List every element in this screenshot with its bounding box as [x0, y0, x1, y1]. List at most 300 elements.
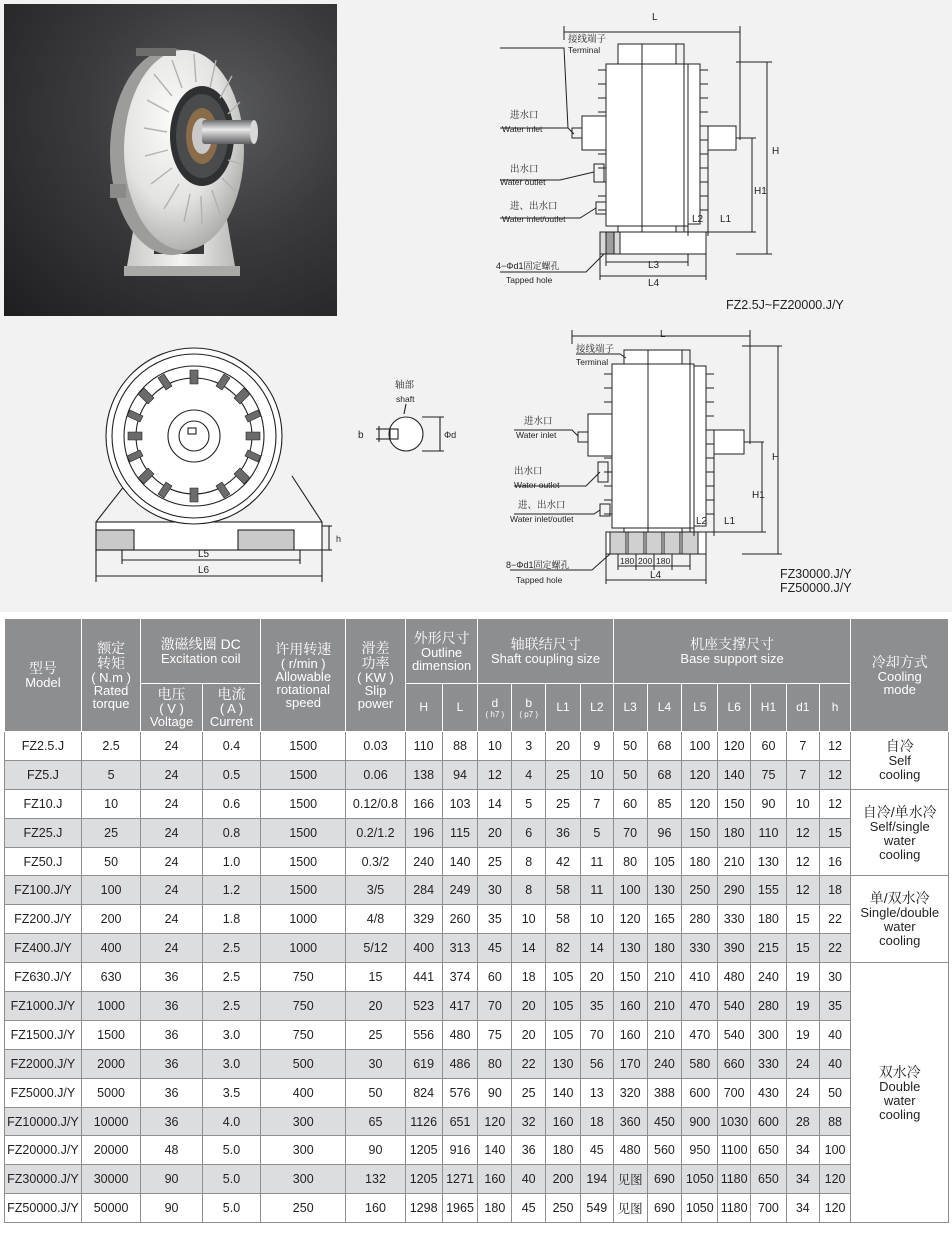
table-cell: 90: [141, 1194, 202, 1223]
table-cell: 1000: [261, 934, 346, 963]
table-cell: 630: [81, 963, 140, 992]
table-cell: 650: [751, 1136, 787, 1165]
table-cell: 10: [478, 732, 512, 761]
table-cell: 34: [786, 1136, 819, 1165]
header-outline-en: Outline dimension: [411, 644, 472, 673]
table-cell: 160: [478, 1165, 512, 1194]
header-sub-b-label: b: [525, 695, 533, 710]
header-speed-unit: ( r/min ): [280, 655, 326, 671]
model-cell: FZ2000.J/Y: [5, 1049, 82, 1078]
table-cell: 15: [819, 818, 851, 847]
table-cell: 2.5: [202, 963, 260, 992]
table-cell: 1050: [682, 1194, 718, 1223]
side-view-drawing-large-models: [480, 326, 948, 607]
table-cell: 155: [751, 876, 787, 905]
table-row: [5, 992, 949, 1021]
table-cell: 1271: [442, 1165, 478, 1194]
header-model-en: Model: [25, 675, 61, 690]
table-cell: 19: [786, 963, 819, 992]
table-cell: 36: [512, 1136, 546, 1165]
table-cell: 556: [405, 1020, 442, 1049]
table-cell: 320: [613, 1078, 647, 1107]
cooling-mode-en: cooling: [879, 1106, 921, 1122]
table-cell: 130: [613, 934, 647, 963]
table-cell: 58: [546, 905, 581, 934]
table-row: [5, 760, 949, 789]
header-outline: [405, 619, 478, 684]
dim-h1-label-b: H1: [752, 490, 765, 501]
header-slip: [346, 619, 405, 732]
table-cell: 105: [546, 1020, 581, 1049]
model-cell: FZ1000.J/Y: [5, 992, 82, 1021]
cooling-mode-cn: 单/双水冷: [869, 890, 930, 907]
table-cell: 11: [580, 847, 613, 876]
table-cell: 950: [682, 1136, 718, 1165]
table-cell: 1500: [261, 876, 346, 905]
table-cell: 1965: [442, 1194, 478, 1223]
table-cell: 50: [819, 1078, 851, 1107]
table-cell: 120: [613, 905, 647, 934]
table-cell: 486: [442, 1049, 478, 1078]
table-cell: 750: [261, 963, 346, 992]
table-cell: 160: [613, 992, 647, 1021]
table-cell: 1000: [81, 992, 140, 1021]
dim-l4-label-b: L4: [650, 570, 662, 581]
table-cell: 60: [478, 963, 512, 992]
dim-l-label-b: L: [660, 329, 666, 340]
water-inlet-en-label-b: Water inlet: [516, 430, 557, 440]
table-cell: 50000: [81, 1194, 140, 1223]
table-cell: 120: [682, 789, 718, 818]
table-cell: 20000: [81, 1136, 140, 1165]
table-cell: 90: [751, 789, 787, 818]
table-cell: 120: [718, 732, 751, 761]
header-shaft-en: Shaft coupling size: [491, 651, 601, 666]
table-cell: 18: [580, 1107, 613, 1136]
table-cell: 1.2: [202, 876, 260, 905]
table-cell: 250: [682, 876, 718, 905]
header-model-cn: 型号: [28, 660, 57, 676]
table-cell: 100: [81, 876, 140, 905]
header-torque: [81, 619, 140, 732]
table-cell: 700: [751, 1194, 787, 1223]
table-cell: 50: [81, 847, 140, 876]
header-sub-b-tolerance: ( p7 ): [519, 709, 538, 719]
terminal-cn-label-b: 接线端子: [576, 344, 615, 355]
table-cell: 1205: [405, 1165, 442, 1194]
table-cell: 240: [405, 847, 442, 876]
table-cell: 10: [512, 905, 546, 934]
table-cell: 576: [442, 1078, 478, 1107]
table-cell: 50: [346, 1078, 405, 1107]
table-cell: 0.3/2: [346, 847, 405, 876]
table-cell: 20: [478, 818, 512, 847]
table-cell: 1500: [261, 732, 346, 761]
front-view-drawing: [4, 326, 476, 607]
table-cell: 1500: [261, 818, 346, 847]
table-row: [5, 934, 949, 963]
table-cell: 1500: [261, 760, 346, 789]
table-cell: 12: [819, 789, 851, 818]
table-cell: 250: [261, 1194, 346, 1223]
spacing-label-2: 200: [638, 556, 653, 566]
table-cell: 85: [647, 789, 682, 818]
table-cell: 600: [682, 1078, 718, 1107]
table-cell: 300: [751, 1020, 787, 1049]
dim-l5-label: L5: [198, 549, 210, 560]
header-current-cn: 电流: [217, 686, 246, 702]
table-cell: 24: [141, 876, 202, 905]
table-cell: 138: [405, 760, 442, 789]
terminal-en-label: Terminal: [568, 45, 601, 55]
table-cell: 441: [405, 963, 442, 992]
header-outline-cn: 外形尺寸: [413, 629, 470, 646]
table-cell: 94: [442, 760, 478, 789]
table-cell: 3.0: [202, 1049, 260, 1078]
table-cell: 150: [613, 963, 647, 992]
cooling-mode-cell: [851, 876, 949, 963]
table-cell: 40: [512, 1165, 546, 1194]
table-cell: 65: [346, 1107, 405, 1136]
header-cooling-en: Cooling mode: [877, 668, 922, 697]
table-cell: 90: [346, 1136, 405, 1165]
table-cell: 300: [261, 1136, 346, 1165]
table-cell: 580: [682, 1049, 718, 1078]
water-outlet-cn-label-b: 出水口: [514, 466, 543, 477]
table-cell: 1180: [718, 1165, 751, 1194]
table-cell: 3.0: [202, 1020, 260, 1049]
dim-l6-label: L6: [198, 565, 210, 576]
header-sub-d1: d1: [786, 684, 819, 732]
table-cell: 12: [786, 876, 819, 905]
header-current-en: Current: [209, 714, 254, 729]
table-cell: 5.0: [202, 1194, 260, 1223]
table-cell: 690: [647, 1194, 682, 1223]
cooling-mode-en: water: [883, 919, 916, 935]
table-cell: 4: [512, 760, 546, 789]
table-row: [5, 732, 949, 761]
table-row: [5, 1078, 949, 1107]
table-cell: 250: [546, 1194, 581, 1223]
table-cell: 见图: [613, 1194, 647, 1223]
table-cell: 9: [580, 732, 613, 761]
table-cell: 180: [682, 847, 718, 876]
table-cell: 5: [81, 760, 140, 789]
table-cell: 75: [751, 760, 787, 789]
table-cell: 215: [751, 934, 787, 963]
table-cell: 36: [141, 992, 202, 1021]
table-cell: 120: [819, 1194, 851, 1223]
shaft-en-label: shaft: [396, 394, 415, 404]
header-sub-d: [478, 684, 512, 732]
table-cell: 45: [478, 934, 512, 963]
table-cell: 0.6: [202, 789, 260, 818]
table-cell: 5.0: [202, 1136, 260, 1165]
table-cell: 249: [442, 876, 478, 905]
tapped-hole-cn-label: 4−Φd1固定螺孔: [496, 261, 560, 271]
table-cell: 19: [786, 1020, 819, 1049]
table-cell: 140: [546, 1078, 581, 1107]
table-cell: 651: [442, 1107, 478, 1136]
table-cell: 330: [682, 934, 718, 963]
drawing-b-caption-1: FZ30000.J/Y: [780, 567, 852, 581]
header-shaft: [478, 619, 613, 684]
table-cell: 1.8: [202, 905, 260, 934]
table-cell: 30000: [81, 1165, 140, 1194]
terminal-en-label-b: Terminal: [576, 357, 609, 367]
table-cell: 0.8: [202, 818, 260, 847]
table-cell: 140: [718, 760, 751, 789]
table-cell: 10000: [81, 1107, 140, 1136]
table-cell: 450: [647, 1107, 682, 1136]
table-cell: 284: [405, 876, 442, 905]
table-cell: 12: [786, 818, 819, 847]
table-cell: 100: [613, 876, 647, 905]
table-cell: 25: [546, 789, 581, 818]
inlet-outlet-en-label: Water inlet/outlet: [502, 214, 566, 224]
header-slip-unit: ( KW ): [357, 669, 394, 685]
table-cell: 5: [512, 789, 546, 818]
table-row: [5, 905, 949, 934]
tapped-hole-en-label-b: Tapped hole: [516, 575, 563, 585]
table-cell: 2.5: [202, 934, 260, 963]
table-cell: 240: [751, 963, 787, 992]
table-cell: 96: [647, 818, 682, 847]
dim-l2-label-b: L2: [696, 516, 708, 527]
dim-l4-label: L4: [648, 278, 660, 289]
table-cell: 12: [819, 760, 851, 789]
table-cell: 100: [682, 732, 718, 761]
table-cell: 8: [512, 876, 546, 905]
table-cell: 180: [718, 818, 751, 847]
header-cooling-cn: 冷却方式: [871, 653, 928, 670]
model-cell: FZ30000.J/Y: [5, 1165, 82, 1194]
table-cell: 14: [512, 934, 546, 963]
water-outlet-en-label-b: Water outlet: [514, 480, 560, 490]
water-inlet-en-label: Water inlet: [502, 124, 543, 134]
spacing-label-3: 180: [656, 556, 671, 566]
cooling-mode-en: Single/double: [860, 905, 940, 921]
table-row: [5, 1049, 949, 1078]
table-cell: 22: [819, 934, 851, 963]
table-cell: 410: [682, 963, 718, 992]
terminal-cn-label: 接线端子: [568, 34, 607, 45]
table-cell: 80: [613, 847, 647, 876]
tapped-hole-cn-label-b: 8−Φd1固定螺孔: [506, 560, 570, 570]
table-cell: 50: [613, 732, 647, 761]
table-cell: 115: [442, 818, 478, 847]
model-cell: FZ200.J/Y: [5, 905, 82, 934]
inlet-outlet-en-label-b: Water inlet/outlet: [510, 514, 574, 524]
table-cell: 750: [261, 1020, 346, 1049]
cooling-mode-en: cooling: [879, 933, 921, 949]
table-cell: 160: [346, 1194, 405, 1223]
dim-b-label: b: [358, 430, 364, 441]
table-cell: 0.5: [202, 760, 260, 789]
table-cell: 5/12: [346, 934, 405, 963]
dim-l1-label: L1: [720, 214, 732, 225]
table-cell: 180: [751, 905, 787, 934]
model-cell: FZ50.J: [5, 847, 82, 876]
table-cell: 0.12/0.8: [346, 789, 405, 818]
cooling-mode-cell: [851, 963, 949, 1223]
table-cell: 36: [141, 1020, 202, 1049]
table-cell: 45: [512, 1194, 546, 1223]
side-view-drawing-small-models: [342, 4, 948, 316]
table-cell: 400: [261, 1078, 346, 1107]
side-view-drawing-a: [342, 4, 948, 316]
table-cell: 24: [141, 934, 202, 963]
shaft-cn-label: 轴部: [395, 380, 415, 391]
table-cell: 68: [647, 760, 682, 789]
table-cell: 690: [647, 1165, 682, 1194]
model-cell: FZ2.5.J: [5, 732, 82, 761]
header-shaft-cn: 轴联结尺寸: [510, 636, 581, 652]
table-cell: 25: [546, 760, 581, 789]
header-sub-l1: L1: [546, 684, 581, 732]
table-cell: 103: [442, 789, 478, 818]
header-sub-b: [512, 684, 546, 732]
cooling-mode-cn: 自冷: [885, 738, 914, 755]
tapped-hole-en-label: Tapped hole: [506, 275, 553, 285]
table-cell: 290: [718, 876, 751, 905]
table-cell: 1030: [718, 1107, 751, 1136]
dim-l3-label: L3: [648, 260, 660, 271]
table-cell: 1050: [682, 1165, 718, 1194]
table-cell: 105: [546, 992, 581, 1021]
water-inlet-cn-label: 进水口: [510, 110, 539, 121]
dim-small-h-label: h: [336, 534, 342, 544]
spacing-label-1: 180: [620, 556, 635, 566]
table-cell: 90: [141, 1165, 202, 1194]
model-cell: FZ5.J: [5, 760, 82, 789]
cooling-mode-cell: [851, 789, 949, 876]
product-photo: [4, 4, 337, 316]
table-cell: 3.5: [202, 1078, 260, 1107]
table-cell: 20: [512, 992, 546, 1021]
table-cell: 30: [478, 876, 512, 905]
cooling-mode-en: Self: [888, 753, 911, 769]
cooling-mode-en: water: [883, 832, 916, 848]
table-cell: 12: [819, 732, 851, 761]
dim-h-label: H: [772, 146, 780, 157]
water-outlet-cn-label: 出水口: [510, 164, 539, 175]
table-cell: 619: [405, 1049, 442, 1078]
table-cell: 25: [478, 847, 512, 876]
table-cell: 20: [546, 732, 581, 761]
table-cell: 1500: [81, 1020, 140, 1049]
cooling-mode-en: cooling: [879, 767, 921, 783]
header-speed-cn: 许用转速: [275, 640, 332, 657]
table-cell: 196: [405, 818, 442, 847]
table-cell: 150: [718, 789, 751, 818]
header-sub-d-label: d: [491, 695, 499, 710]
table-cell: 88: [442, 732, 478, 761]
table-row: [5, 963, 949, 992]
table-cell: 36: [546, 818, 581, 847]
table-cell: 40: [819, 1049, 851, 1078]
dim-l-label: L: [652, 12, 658, 23]
table-cell: 170: [613, 1049, 647, 1078]
table-cell: 15: [346, 963, 405, 992]
table-cell: 24: [141, 789, 202, 818]
table-cell: 30: [346, 1049, 405, 1078]
header-slip-en: Slip power: [357, 682, 394, 711]
table-cell: 35: [819, 992, 851, 1021]
table-cell: 见图: [613, 1165, 647, 1194]
table-row: [5, 789, 949, 818]
table-cell: 540: [718, 1020, 751, 1049]
table-cell: 1500: [261, 789, 346, 818]
table-cell: 160: [613, 1020, 647, 1049]
header-coil-cn: 激磁线圈 DC: [160, 636, 241, 652]
table-cell: 68: [647, 732, 682, 761]
table-cell: 400: [81, 934, 140, 963]
header-speed-en: Allowable rotational speed: [275, 668, 332, 710]
table-cell: 15: [786, 934, 819, 963]
model-cell: FZ10000.J/Y: [5, 1107, 82, 1136]
model-cell: FZ50000.J/Y: [5, 1194, 82, 1223]
table-cell: 45: [580, 1136, 613, 1165]
table-cell: 25: [346, 1020, 405, 1049]
table-cell: 329: [405, 905, 442, 934]
table-cell: 140: [478, 1136, 512, 1165]
table-cell: 82: [546, 934, 581, 963]
table-cell: 105: [647, 847, 682, 876]
table-row: [5, 1165, 949, 1194]
table-cell: 313: [442, 934, 478, 963]
table-cell: 7: [786, 732, 819, 761]
table-cell: 110: [751, 818, 787, 847]
table-cell: 1500: [261, 847, 346, 876]
table-cell: 549: [580, 1194, 613, 1223]
header-base-en: Base support size: [680, 651, 784, 666]
table-cell: 300: [261, 1165, 346, 1194]
header-base: [613, 619, 851, 684]
model-cell: FZ10.J: [5, 789, 82, 818]
table-cell: 0.03: [346, 732, 405, 761]
table-cell: 540: [718, 992, 751, 1021]
table-cell: 56: [580, 1049, 613, 1078]
table-cell: 1100: [718, 1136, 751, 1165]
cooling-mode-en: cooling: [879, 846, 921, 862]
table-cell: 5.0: [202, 1165, 260, 1194]
table-cell: 132: [346, 1165, 405, 1194]
table-cell: 3/5: [346, 876, 405, 905]
table-cell: 480: [718, 963, 751, 992]
model-cell: FZ100.J/Y: [5, 876, 82, 905]
table-cell: 165: [647, 905, 682, 934]
table-cell: 90: [478, 1078, 512, 1107]
dim-l2-label: L2: [692, 214, 704, 225]
header-torque-unit: ( N.m ): [91, 669, 131, 685]
specification-table: [4, 618, 949, 1223]
cooling-mode-cell: [851, 732, 949, 790]
cooling-mode-en: Double: [879, 1078, 921, 1094]
table-cell: 19: [786, 992, 819, 1021]
table-cell: 374: [442, 963, 478, 992]
table-cell: 523: [405, 992, 442, 1021]
model-cell: FZ20000.J/Y: [5, 1136, 82, 1165]
table-cell: 430: [751, 1078, 787, 1107]
table-cell: 130: [647, 876, 682, 905]
table-cell: 36: [141, 1049, 202, 1078]
header-model: [5, 619, 82, 732]
table-cell: 120: [682, 760, 718, 789]
model-cell: FZ1500.J/Y: [5, 1020, 82, 1049]
model-cell: FZ5000.J/Y: [5, 1078, 82, 1107]
table-cell: 10: [580, 905, 613, 934]
